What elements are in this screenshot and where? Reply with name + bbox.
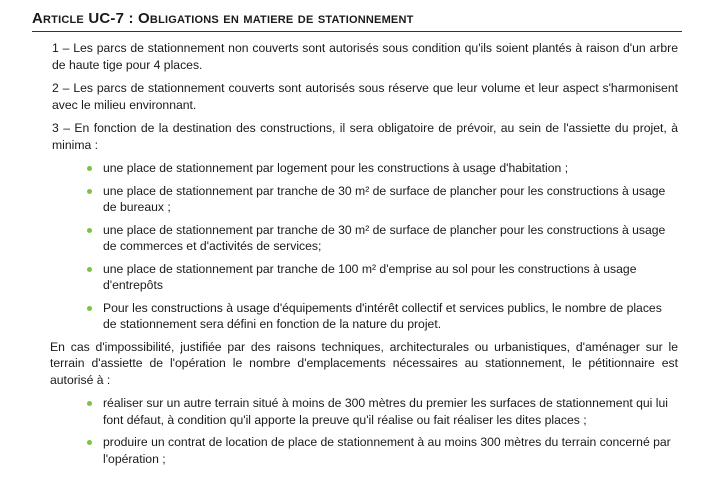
- article-title: Article UC-7 : Obligations en matiere de stationnement: [32, 10, 682, 32]
- bullet-icon: [87, 228, 92, 233]
- bullet-icon: [87, 306, 92, 311]
- paragraph-3: 3 – En fonction de la destination des constructions, il sera obligatoire de prévoir, au sein de l'assiette du projet, à minima :: [52, 121, 678, 152]
- list-item: Pour les constructions à usage d'équipements d'intérêt collectif et services publics, le nombre de places de stationnement sera défini en fonction de la nature du projet.: [87, 300, 678, 333]
- bullet-icon: [87, 267, 92, 272]
- article-body: [52, 40, 678, 473]
- list-item: une place de stationnement par tranche de 100 m² d'emprise au sol pour les constructions à usage d'entrepôts: [87, 261, 678, 294]
- paragraph-2: 2 – Les parcs de stationnement couverts sont autorisés sous réserve que leur volume et leur aspect s'harmonisent avec le milieu environnant.: [52, 81, 678, 112]
- bullet-icon: [87, 440, 92, 445]
- list-item: produire un contrat de location de place de stationnement à au moins 300 mètres du terrain concerné par l'opération ;: [87, 434, 678, 467]
- list-item: une place de stationnement par logement pour les constructions à usage d'habitation ;: [87, 160, 678, 177]
- list-item: une place de stationnement par tranche de 30 m² de surface de plancher pour les constructions à usage de commerces et d'activités de services;: [87, 222, 678, 255]
- bullet-icon: [87, 401, 92, 406]
- paragraph-1: 1 – Les parcs de stationnement non couverts sont autorisés sous condition qu'ils soient plantés à raison d'un arbre de haute tige pour 4 places.: [52, 41, 678, 72]
- minimum-requirements-list: [52, 160, 678, 333]
- paragraph-4: En cas d'impossibilité, justifiée par des raisons techniques, architecturales ou urbanistiques, d'aménager sur le terrain d'assiette de l'opération le nombre d'emplacements nécessaires au stationnement, le pétitionnaire est autorisé à :: [50, 339, 678, 387]
- bullet-icon: [87, 166, 92, 171]
- list-item: une place de stationnement par tranche de 30 m² de surface de plancher pour les constructions à usage de bureaux ;: [87, 183, 678, 216]
- list-item: réaliser sur un autre terrain situé à moins de 300 mètres du premier les surfaces de stationnement qui lui font défaut, à condition qu'il apporte la preuve qu'il réalise ou fait réaliser les dites places ;: [87, 395, 678, 428]
- alternatives-list: [52, 395, 678, 467]
- bullet-icon: [87, 189, 92, 194]
